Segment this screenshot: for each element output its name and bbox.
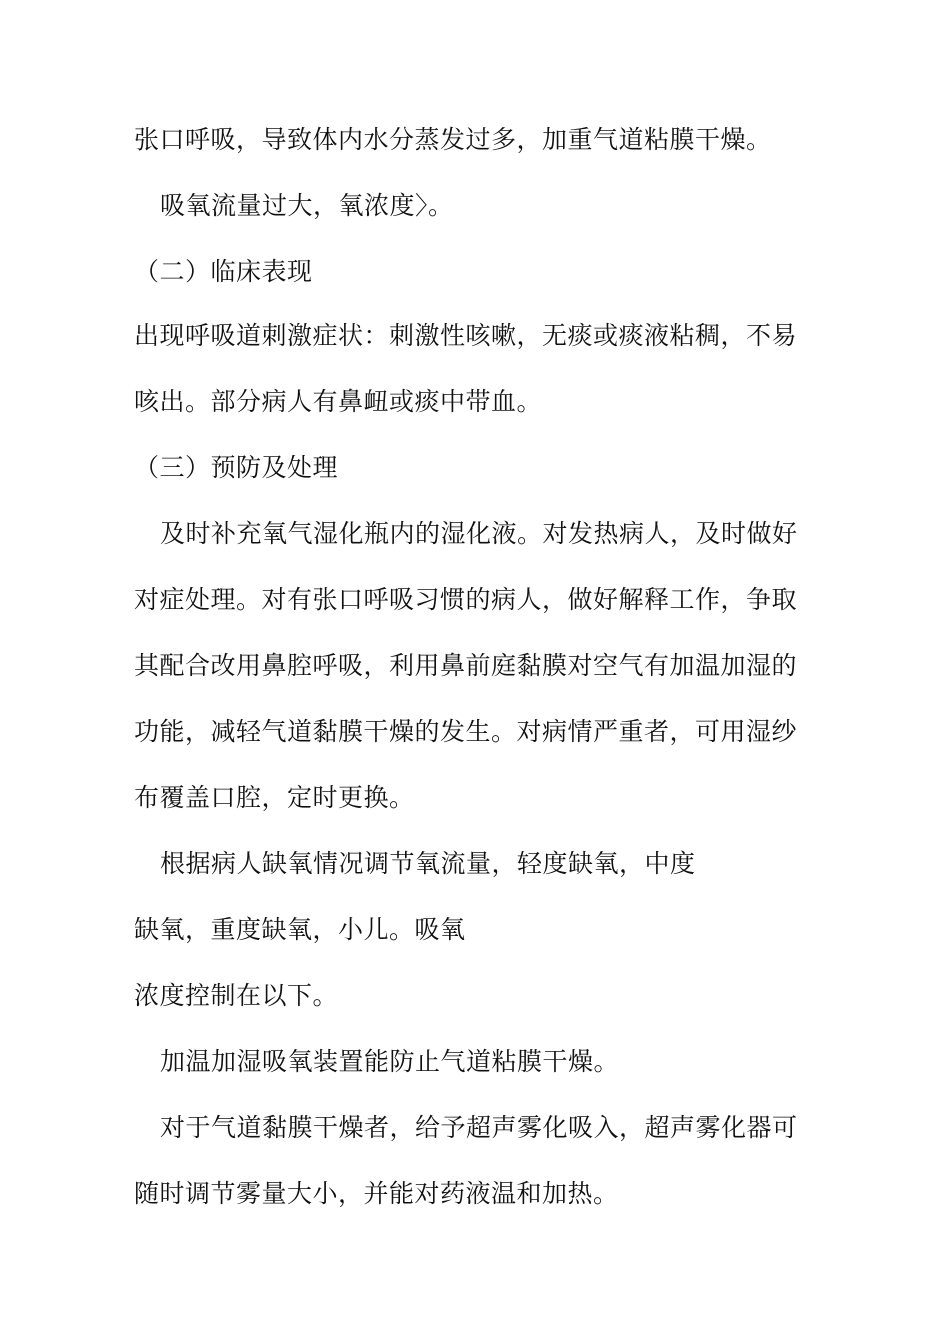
text-line: 出现呼吸道刺激症状：刺激性咳嗽，无痰或痰液粘稠，不易 [134,321,798,350]
text-line: 对于气道黏膜干燥者，给予超声雾化吸入，超声雾化器可 [160,1113,798,1142]
text-line: 加温加湿吸氧装置能防止气道粘膜干燥。 [160,1047,620,1076]
section-heading: （二）临床表现 [134,257,313,286]
text-line: 浓度控制在以下。 [134,981,339,1010]
text-line: 根据病人缺氧情况调节氧流量，轻度缺氧，中度 [160,849,696,878]
text-line: 功能，减轻气道黏膜干燥的发生。对病情严重者，可用湿纱 [134,717,798,746]
text-line: 咳出。部分病人有鼻衄或痰中带血。 [134,387,543,416]
text-line: 对症处理。对有张口呼吸习惯的病人，做好解释工作，争取 [134,585,798,614]
text-line: 及时补充氧气湿化瓶内的湿化液。对发热病人，及时做好 [160,519,798,548]
text-line: 布覆盖口腔，定时更换。 [134,783,415,812]
text-line: 吸氧流量过大，氧浓度〉。 [160,191,454,220]
text-line: 张口呼吸，导致体内水分蒸发过多，加重气道粘膜干燥。 [134,125,772,154]
text-line: 缺氧，重度缺氧，小儿。吸氧 [134,915,466,944]
text-line: 其配合改用鼻腔呼吸，利用鼻前庭黏膜对空气有加温加湿的 [134,651,798,680]
section-heading: （三）预防及处理 [134,453,339,482]
text-line: 随时调节雾量大小，并能对药液温和加热。 [134,1179,619,1208]
